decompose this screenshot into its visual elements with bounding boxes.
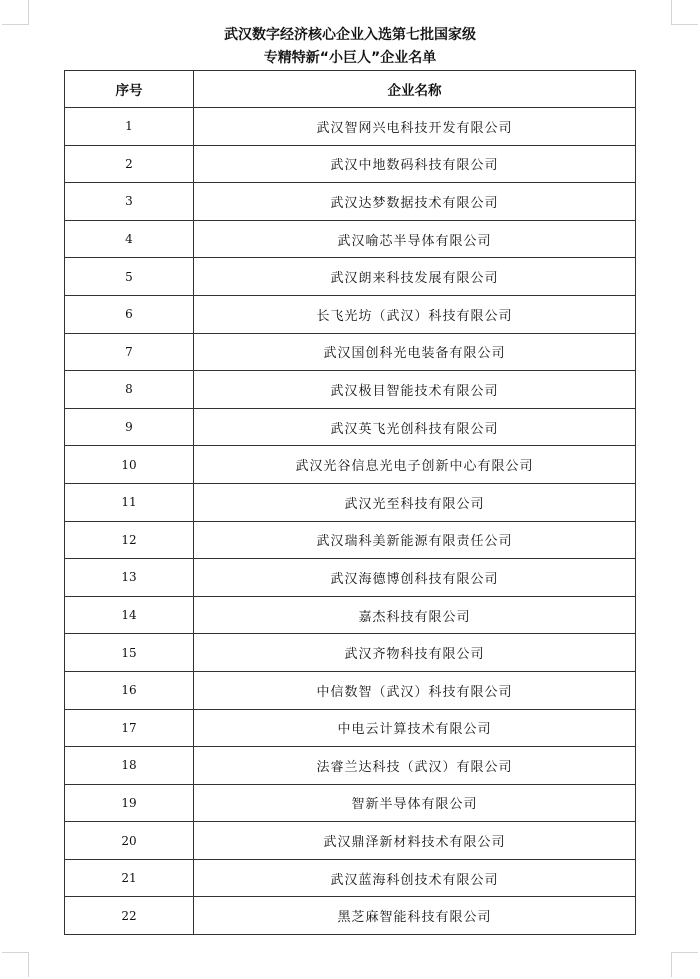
table-header-row	[65, 71, 636, 108]
table-row	[65, 634, 636, 672]
enterprise-name-cell: 武汉喻芯半导体有限公司	[194, 220, 636, 258]
document-title-line-2: 专精特新“小巨人”企业名单	[263, 50, 437, 66]
table-row	[65, 596, 636, 634]
enterprise-name-cell: 武汉海德博创科技有限公司	[194, 559, 636, 597]
serial-number-cell: 13	[65, 559, 194, 597]
serial-number-cell: 1	[65, 108, 194, 146]
enterprise-list-table	[64, 70, 636, 935]
serial-number-cell: 14	[65, 596, 194, 634]
enterprise-name-cell: 武汉英飞光创科技有限公司	[194, 408, 636, 446]
serial-number-cell: 5	[65, 258, 194, 296]
column-header-serial-number: 序号	[65, 71, 194, 108]
enterprise-name-cell: 武汉光至科技有限公司	[194, 483, 636, 521]
table-row	[65, 145, 636, 183]
page-corner-mark-bottom-left	[2, 952, 29, 977]
serial-number-cell: 9	[65, 408, 194, 446]
table-row	[65, 559, 636, 597]
enterprise-name-cell: 武汉鼎泽新材料技术有限公司	[194, 822, 636, 860]
enterprise-name-cell: 黑芝麻智能科技有限公司	[194, 897, 636, 935]
enterprise-name-cell: 法睿兰达科技（武汉）有限公司	[194, 747, 636, 785]
page-corner-mark-bottom-right	[671, 952, 698, 977]
serial-number-cell: 8	[65, 371, 194, 409]
serial-number-cell: 10	[65, 446, 194, 484]
serial-number-cell: 16	[65, 671, 194, 709]
table-row	[65, 709, 636, 747]
column-header-enterprise-name: 企业名称	[194, 71, 636, 108]
enterprise-name-cell: 嘉杰科技有限公司	[194, 596, 636, 634]
enterprise-name-cell: 武汉齐物科技有限公司	[194, 634, 636, 672]
table-row	[65, 521, 636, 559]
table-row	[65, 784, 636, 822]
table-row	[65, 371, 636, 409]
enterprise-name-cell: 武汉蓝海科创技术有限公司	[194, 859, 636, 897]
table-row	[65, 897, 636, 935]
serial-number-cell: 17	[65, 709, 194, 747]
table-row	[65, 822, 636, 860]
enterprise-name-cell: 武汉智网兴电科技开发有限公司	[194, 108, 636, 146]
enterprise-name-cell: 长飞光坊（武汉）科技有限公司	[194, 295, 636, 333]
page-corner-mark-top-left	[2, 0, 29, 25]
serial-number-cell: 20	[65, 822, 194, 860]
page-corner-mark-top-right	[671, 0, 698, 25]
serial-number-cell: 3	[65, 183, 194, 221]
table-row	[65, 446, 636, 484]
enterprise-name-cell: 武汉瑞科美新能源有限责任公司	[194, 521, 636, 559]
serial-number-cell: 15	[65, 634, 194, 672]
table-row	[65, 671, 636, 709]
enterprise-name-cell: 武汉极目智能技术有限公司	[194, 371, 636, 409]
serial-number-cell: 7	[65, 333, 194, 371]
serial-number-cell: 18	[65, 747, 194, 785]
serial-number-cell: 4	[65, 220, 194, 258]
enterprise-name-cell: 中电云计算技术有限公司	[194, 709, 636, 747]
table-row	[65, 859, 636, 897]
enterprise-name-cell: 武汉达梦数据技术有限公司	[194, 183, 636, 221]
enterprise-name-cell: 武汉朗来科技发展有限公司	[194, 258, 636, 296]
table-row	[65, 183, 636, 221]
table-row	[65, 295, 636, 333]
table-row	[65, 483, 636, 521]
serial-number-cell: 19	[65, 784, 194, 822]
enterprise-name-cell: 中信数智（武汉）科技有限公司	[194, 671, 636, 709]
document-title-line-1: 武汉数字经济核心企业入选第七批国家级	[224, 27, 476, 43]
enterprise-name-cell: 武汉国创科光电装备有限公司	[194, 333, 636, 371]
serial-number-cell: 21	[65, 859, 194, 897]
table-row	[65, 747, 636, 785]
table-row	[65, 220, 636, 258]
table-row	[65, 408, 636, 446]
table-row	[65, 258, 636, 296]
serial-number-cell: 12	[65, 521, 194, 559]
serial-number-cell: 11	[65, 483, 194, 521]
table-row	[65, 333, 636, 371]
serial-number-cell: 6	[65, 295, 194, 333]
serial-number-cell: 2	[65, 145, 194, 183]
enterprise-name-cell: 武汉中地数码科技有限公司	[194, 145, 636, 183]
enterprise-name-cell: 智新半导体有限公司	[194, 784, 636, 822]
table-row	[65, 108, 636, 146]
serial-number-cell: 22	[65, 897, 194, 935]
enterprise-name-cell: 武汉光谷信息光电子创新中心有限公司	[194, 446, 636, 484]
